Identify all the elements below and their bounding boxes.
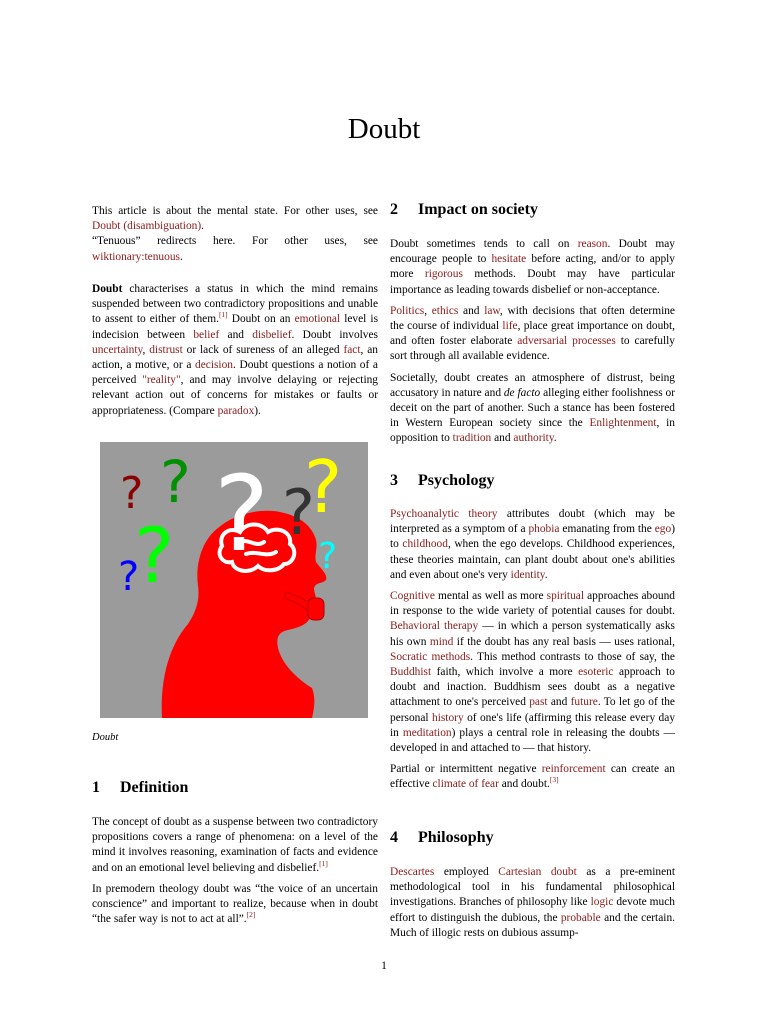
paragraph-text: Doubt sometimes tends to call on [390, 238, 578, 250]
question-mark-white: ? [214, 453, 270, 575]
intro-text: level is indecision between [92, 313, 379, 341]
paragraph-text: approach to doubt and inaction. Buddhism sees doubt as a negative attachment to one's perceived [390, 666, 675, 709]
paragraph-text: if the doubt has any real basis — uses rational, [453, 635, 676, 648]
paragraph-text: can create an effective [390, 763, 675, 791]
hatnote-punct: . [201, 220, 205, 233]
link-tradition[interactable]: tradition [452, 432, 492, 445]
link-decision[interactable]: decision [195, 359, 233, 372]
intro-text: or lack of sureness of an alleged [182, 343, 344, 356]
paragraph-text: devote much effort to distinguish the dubious, the [390, 896, 675, 924]
section-heading-philosophy [390, 829, 494, 847]
intro-text: . Doubt involves [291, 328, 378, 341]
impact-body [390, 237, 675, 453]
link-paradox[interactable]: paradox [217, 404, 255, 417]
link-distrust[interactable]: distrust [149, 343, 183, 356]
link-belief[interactable]: belief [193, 328, 220, 341]
intro-block [92, 282, 378, 425]
paragraph-text: methods. Doubt may have particular importance as leading towards disbelief or non-acceptance. [390, 268, 675, 296]
question-mark-darkred: ? [120, 468, 144, 519]
link-reason[interactable]: reason [577, 238, 608, 250]
section-title: Psychology [418, 472, 495, 489]
paragraph-text: and the certain. Much of illogic rests on dubious assump- [390, 911, 675, 939]
impact-paragraph-1 [390, 237, 675, 298]
ref-2[interactable]: [2] [246, 910, 256, 920]
paragraph-text: and [547, 696, 571, 709]
paragraph-text: , with decisions that often determine the course of individual [390, 304, 675, 333]
page-title: Doubt [347, 113, 421, 145]
link-future[interactable]: future [570, 696, 598, 709]
doubt-illustration [100, 442, 368, 718]
paragraph-text: to carefully sort through all available evidence. [390, 335, 675, 363]
intro-text: Doubt on an [227, 313, 295, 326]
ref-3[interactable]: [3] [549, 775, 559, 785]
psychology-paragraph-1 [390, 507, 675, 583]
philosophy-paragraph-1 [390, 865, 675, 941]
section-title: Impact on society [418, 201, 538, 218]
definition-paragraph-1 [92, 815, 378, 876]
link-fact[interactable]: fact [343, 343, 361, 356]
section-title: Definition [120, 779, 189, 796]
paragraph-text: ) to [390, 523, 675, 551]
section-number: 3 [390, 472, 398, 489]
link-uncertainty[interactable]: uncertainty [92, 343, 143, 356]
link-rigorous[interactable]: rigorous [424, 268, 463, 281]
definition-paragraph-2 [92, 882, 378, 928]
paragraph-text: , in opposition to [390, 417, 675, 445]
section-heading-impact [390, 201, 538, 219]
paragraph-text: . This method contrasts to those of say, the [470, 650, 675, 663]
hatnote-punct-2: . [179, 250, 183, 263]
question-mark-green: ? [160, 448, 191, 516]
paragraph-text: faith, which involve a more [431, 666, 579, 679]
link-history[interactable]: history [432, 711, 464, 724]
link-logic[interactable]: logic [590, 896, 614, 909]
paragraph-text: . To let go of the personal [390, 696, 675, 724]
intro-text: characterises a status in which the mind remains suspended between two contradictory propositions and unable to assent to either of them. [92, 283, 378, 326]
question-mark-dark-gray: ? [282, 476, 315, 549]
intro-text: ). [254, 404, 261, 417]
paragraph-text: ) plays a central role in releasing the doubts — developed in and attached to — that history. [390, 726, 676, 755]
psychology-body [390, 507, 675, 799]
wiktionary-link[interactable]: wiktionary:tenuous [92, 250, 180, 263]
intro-text: , and may involve delaying or rejecting relevant action out of concerns for mistakes or faults or appropriateness. (Compare [92, 374, 378, 417]
section-heading-definition [92, 779, 188, 797]
link-identity[interactable]: identity [510, 568, 545, 581]
paragraph-text: , when the ego develops. Childhood experiences, these theories maintain, can plant doubt about one's abilities and even about one's very [390, 538, 675, 581]
question-mark-cyan: ? [318, 536, 338, 577]
italic-de-facto: de facto [503, 386, 541, 399]
ref-1b[interactable]: [1] [319, 858, 328, 868]
link-climate-of-fear[interactable]: climate of fear [432, 778, 499, 791]
paragraph-text: , place great importance on doubt, and often foster elaborate [390, 320, 675, 348]
paragraph-text: , [424, 304, 432, 317]
paragraph-text: emanating from the [559, 523, 655, 536]
link-ethics[interactable]: ethics [431, 304, 459, 317]
hatnote [92, 204, 378, 265]
question-mark-lime: ? [134, 511, 175, 600]
paragraph-text: Partial or intermittent negative [390, 763, 542, 776]
hatnote-text: This article is about the mental state. For other uses, see [92, 205, 378, 217]
link-socratic-methods[interactable]: Socratic methods [390, 650, 471, 663]
intro-text: , [142, 343, 150, 356]
question-mark-blue: ? [118, 554, 140, 600]
link-buddhist[interactable]: Buddhist [390, 666, 432, 679]
question-mark-yellow: ? [304, 445, 343, 529]
hatnote-text-2: “Tenuous” redirects here. For other uses, see [92, 235, 378, 248]
link-descartes[interactable]: Descartes [390, 866, 435, 878]
paragraph-text: . Doubt may encourage people to [390, 238, 675, 266]
link-enlightenment[interactable]: Enlightenment [589, 417, 657, 430]
intro-text: , an action, a motive, or a [92, 343, 379, 372]
paragraph-text: approaches abound in response to the wide variety of potential causes for doubt. [390, 590, 676, 618]
link-life[interactable]: life [502, 320, 518, 333]
paragraph-text: The concept of doubt as a suspense between two contradictory propositions covers a range of phenomena: on a level of the mind it involves reasoning, examination of facts and evidence and on an emotional level believing and disbelief. [92, 816, 378, 874]
link-childhood[interactable]: childhood [402, 538, 448, 551]
section-title: Philosophy [418, 829, 494, 846]
intro-text: . Doubt questions a notion of a perceived [92, 359, 378, 387]
link-hesitate[interactable]: hesitate [491, 253, 527, 266]
link-probable[interactable]: probable [560, 911, 601, 924]
paragraph-text: before acting, and/or to apply more [390, 253, 675, 281]
ref-1[interactable]: [1] [218, 310, 228, 320]
link-ego[interactable]: ego [654, 523, 672, 536]
section-number: 1 [92, 779, 100, 796]
link-disbelief[interactable]: disbelief [252, 328, 292, 341]
left-column [92, 204, 378, 265]
figure-caption: Doubt [92, 732, 119, 743]
paragraph-text: of one's life (affirming this release every day in [390, 711, 676, 739]
intro-text: and [219, 328, 253, 341]
link-phobia[interactable]: phobia [528, 523, 560, 536]
intro-bold-term: Doubt [92, 283, 123, 295]
section-heading-psychology [390, 472, 494, 490]
disambiguation-link[interactable]: Doubt (disambiguation) [92, 220, 202, 233]
philosophy-body [390, 865, 675, 947]
link-cartesian-doubt[interactable]: Cartesian doubt [498, 866, 577, 878]
doubt-illustration-svg [100, 442, 368, 718]
pipe-bowl [308, 598, 324, 620]
paragraph-text: as a pre-eminent methodological tool in his fundamental philosophical investigations. Branches of philosophy like [390, 866, 675, 909]
psychology-paragraph-3 [390, 762, 675, 792]
impact-paragraph-2 [390, 304, 675, 365]
link-politics[interactable]: Politics [390, 304, 425, 317]
link-spiritual[interactable]: spiritual [546, 590, 584, 603]
link-emotional[interactable]: emotional [294, 313, 341, 326]
paragraph-text: attributes doubt (which may be interpreted as a symptom of a [390, 508, 675, 536]
section-number: 2 [390, 201, 398, 218]
link-past[interactable]: past [529, 696, 548, 709]
paragraph-text: employed [434, 866, 499, 878]
paragraph-text: . [553, 432, 557, 445]
link-mind[interactable]: mind [429, 635, 454, 648]
intro-paragraph [92, 282, 378, 419]
link-behavioral-therapy[interactable]: Behavioral therapy [390, 620, 479, 633]
impact-paragraph-3 [390, 371, 675, 447]
section-number: 4 [390, 829, 398, 846]
link-meditation[interactable]: meditation [402, 726, 452, 739]
link-law[interactable]: law [484, 304, 500, 317]
paragraph-text: alleging either foolishness or deceit on the part of another. Such a stance has been fostered in Western European society since the [390, 386, 675, 430]
psychology-paragraph-2 [390, 589, 675, 756]
link-esoteric[interactable]: esoteric [578, 666, 614, 679]
paragraph-text: . [544, 568, 548, 581]
paragraph-text: — in which a person systematically asks his own [390, 620, 675, 648]
definition-body [92, 815, 378, 933]
paragraph-text: In premodern theology doubt was “the voice of an uncertain conscience” and important to realize, because when in doubt “the safer way is not to act at all”. [92, 882, 378, 926]
link-authority[interactable]: authority [513, 432, 554, 445]
link-psychoanalytic-theory[interactable]: Psychoanalytic theory [390, 508, 498, 520]
link-reinforcement[interactable]: reinforcement [541, 763, 606, 776]
paragraph-text: and doubt. [498, 778, 550, 791]
paragraph-text: and [491, 432, 514, 445]
link-reality[interactable]: "reality" [142, 374, 181, 387]
paragraph-text: Societally, doubt creates an atmosphere of distrust, being accusatory in nature and [390, 371, 675, 399]
link-adversarial-processes[interactable]: adversarial processes [517, 335, 616, 348]
paragraph-text: and [458, 304, 485, 317]
link-cognitive[interactable]: Cognitive [390, 590, 435, 603]
paragraph-text: mental as well as more [434, 590, 547, 603]
page-number: 1 [381, 960, 387, 972]
